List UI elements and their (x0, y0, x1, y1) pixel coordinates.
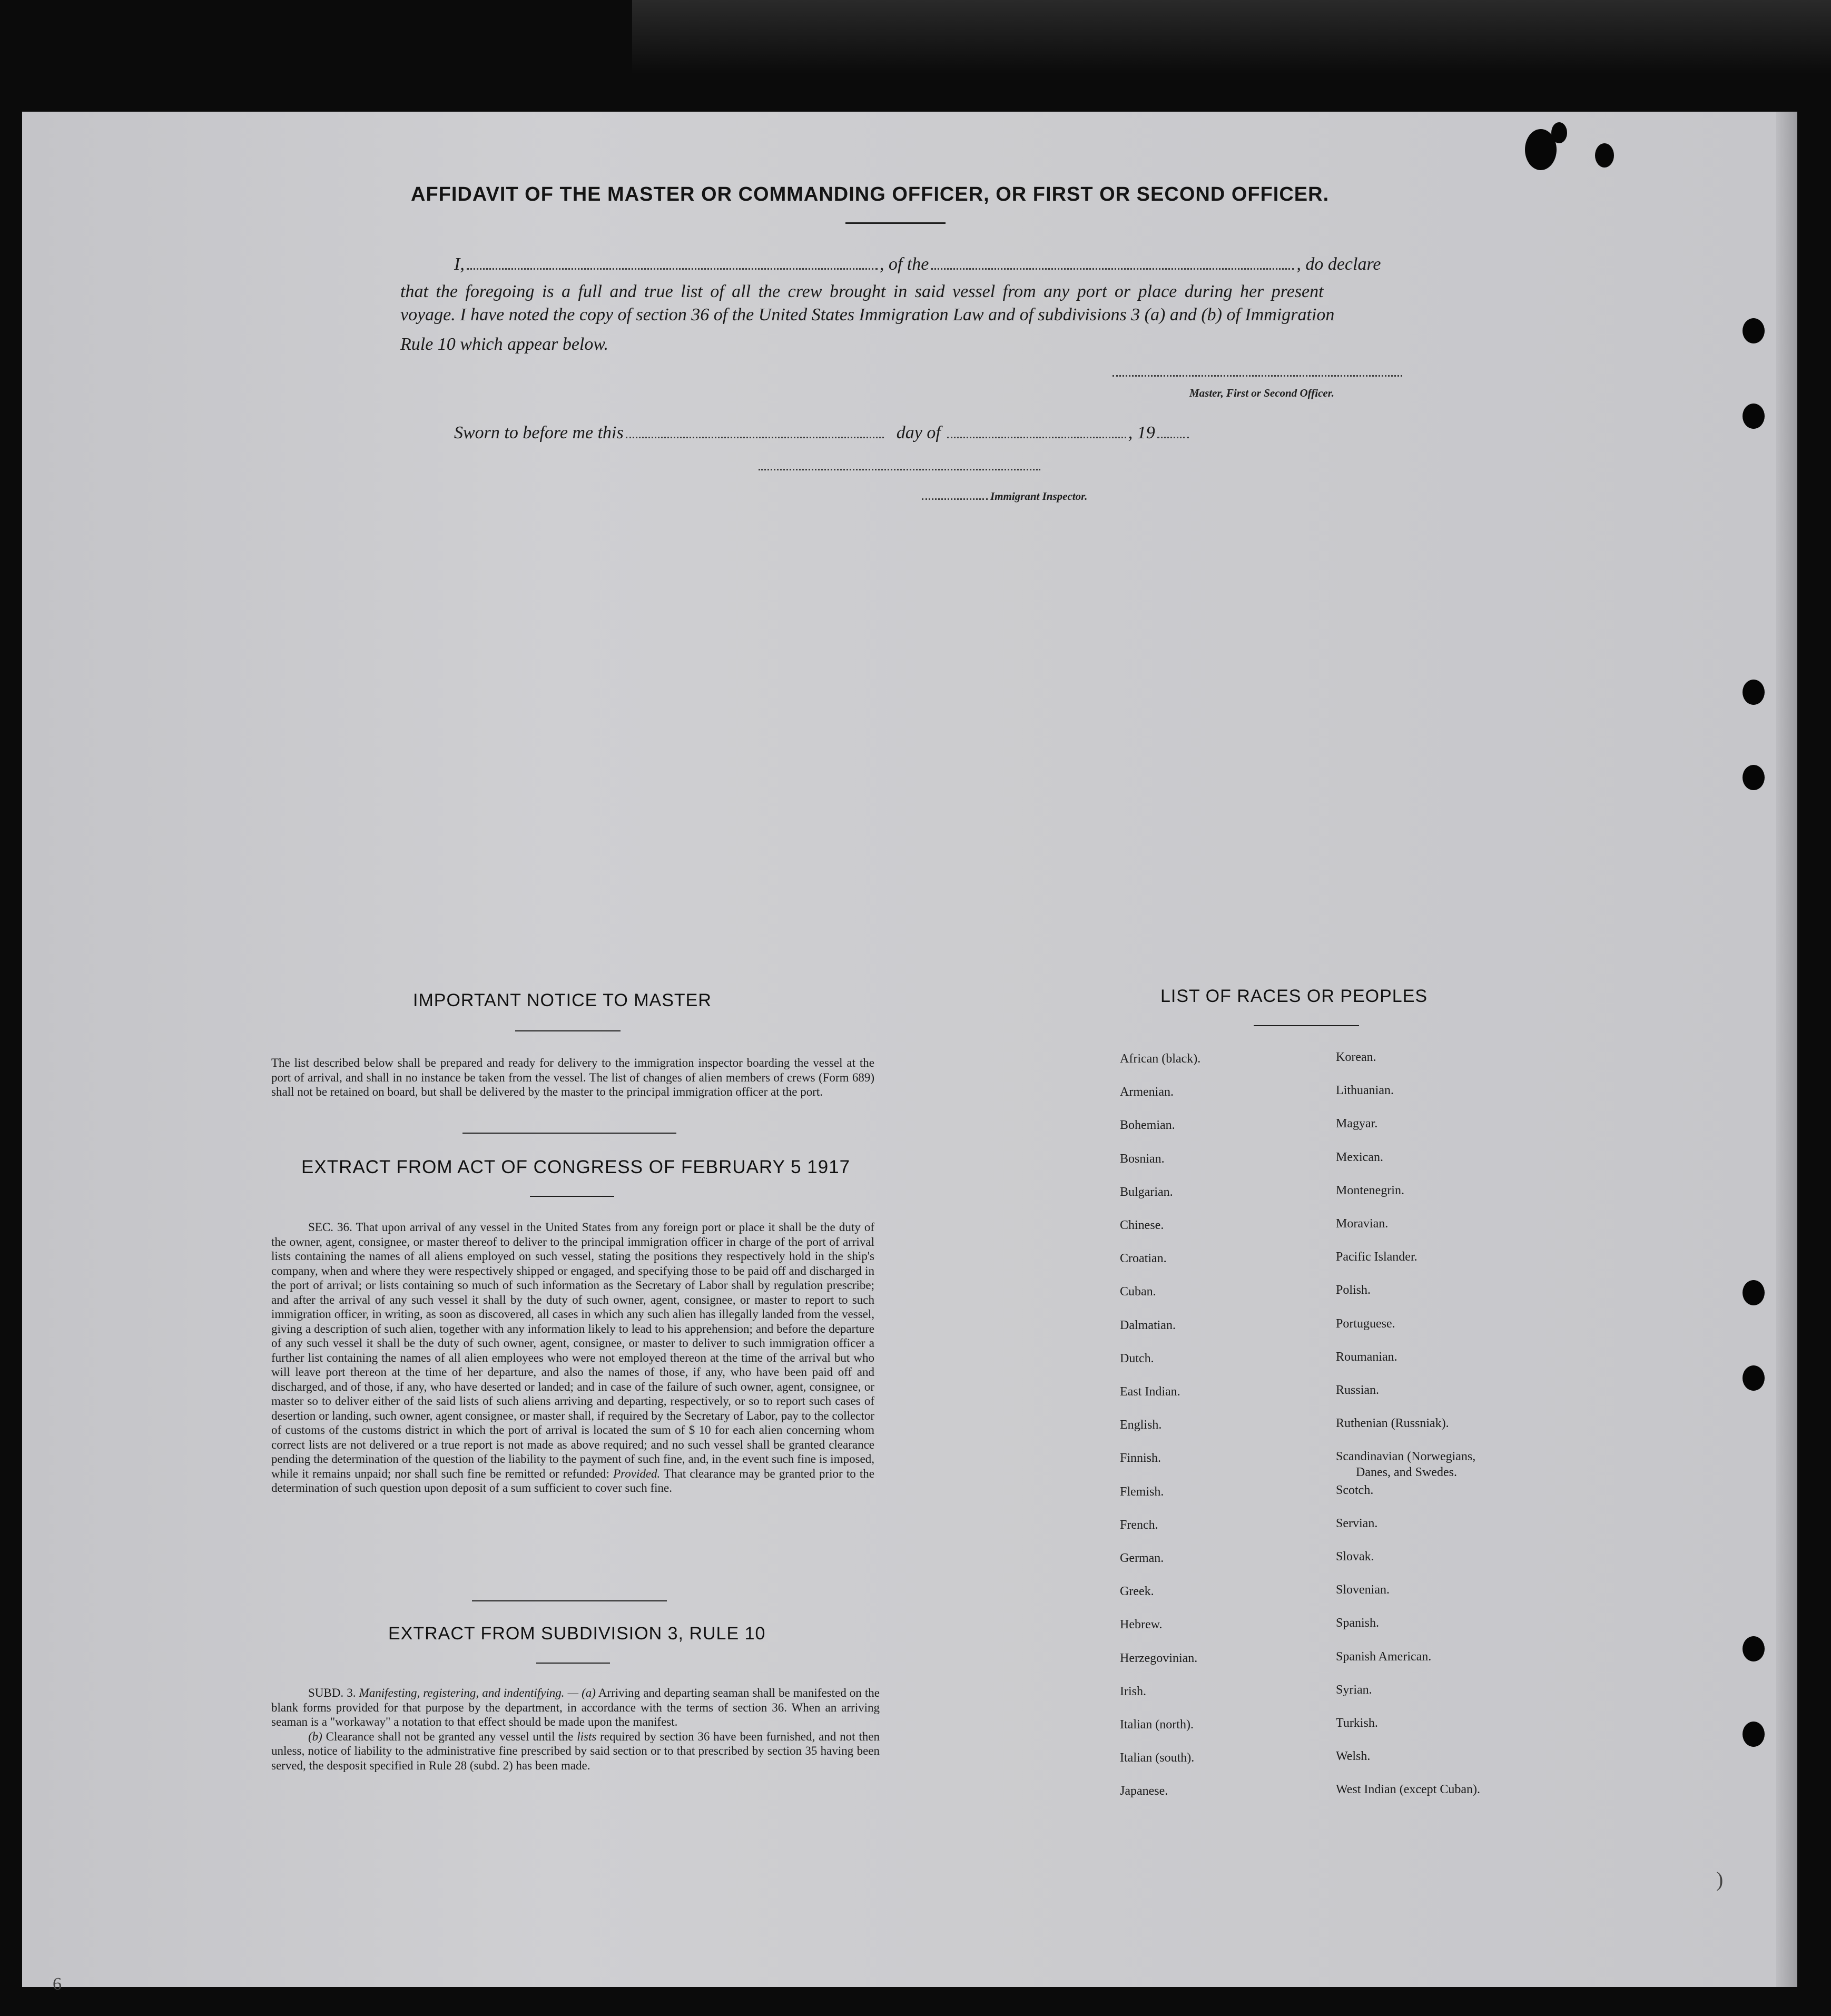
race-item: Dutch. (1120, 1351, 1154, 1365)
race-item: Moravian. (1336, 1217, 1389, 1231)
race-item: Cuban. (1120, 1285, 1156, 1299)
section-divider (462, 1133, 676, 1134)
year-prefix: , 19 (1128, 423, 1155, 442)
title-underline (845, 222, 946, 224)
race-item: French. (1120, 1518, 1158, 1532)
race-item: African (black). (1120, 1052, 1201, 1066)
notice-text: The list described below shall be prepared and ready for delivery to the immigration inspector boarding the vessel at the port of arrival, and shall in no instance be taken from the vessel. The list of changes of alien members of crews (Form 689) shall not be retained on board, but shall be delivered by the master to the principal immigration officer at the port. (271, 1056, 874, 1098)
notice-underline (515, 1030, 621, 1031)
race-item: Korean. (1336, 1050, 1376, 1064)
act-text (271, 1220, 874, 1496)
race-item: Scandinavian (Norwegians, (1336, 1450, 1476, 1464)
subd-b-text-2: required by section 36 have been furnished, and not then unless, notice of liability to the administrative fine prescribed by said section or to that prescribed by section 35 having been served, the desposit specified in Rule 28 (subd. 2) has been made. (271, 1729, 880, 1772)
race-item: Polish. (1336, 1283, 1371, 1297)
declarant-name-field[interactable] (467, 253, 878, 270)
act-body-end: That clearance may be granted prior to the determination of such question upon deposit of a sum sufficient to cover such fine. (271, 1467, 874, 1494)
race-item: Hebrew. (1120, 1618, 1163, 1632)
declaration-line-2: that the foregoing is a full and true list of all the crew brought in said vessel from any port or place during her present (400, 282, 1324, 301)
act-underline (530, 1196, 614, 1197)
sworn-line (454, 421, 1191, 445)
race-item: East Indian. (1120, 1385, 1180, 1399)
race-item: Italian (north). (1120, 1718, 1194, 1732)
race-item: Dalmatian. (1120, 1318, 1176, 1332)
rule-title: EXTRACT FROM SUBDIVISION 3, RULE 10 (388, 1624, 766, 1644)
rule-underline (536, 1663, 610, 1664)
race-item: Ruthenian (Russniak). (1336, 1417, 1449, 1431)
background-edge (632, 0, 1831, 74)
affidavit-title: AFFIDAVIT OF THE MASTER OR COMMANDING OFFICER, OR FIRST OR SECOND OFFICER. (411, 183, 1330, 205)
race-item: Irish. (1120, 1684, 1146, 1698)
race-item: Flemish. (1120, 1484, 1164, 1499)
sworn-date-field[interactable] (626, 422, 884, 438)
binder-hole (1743, 1636, 1765, 1661)
inspector-caption: Immigrant Inspector. (990, 490, 1088, 503)
race-item: Japanese. (1120, 1784, 1168, 1798)
race-item: Lithuanian. (1336, 1084, 1394, 1098)
race-item: Russian. (1336, 1383, 1380, 1397)
subd-a-label: — (a) (567, 1686, 596, 1699)
declaration-line-1 (454, 253, 1381, 276)
race-item: Turkish. (1336, 1716, 1378, 1730)
act-title: EXTRACT FROM ACT OF CONGRESS OF FEBRUARY 5 1917 (301, 1157, 851, 1177)
subd-b-label: (b) (308, 1729, 322, 1743)
race-item: Magyar. (1336, 1117, 1378, 1131)
binder-hole (1743, 1365, 1765, 1391)
section-divider (472, 1600, 667, 1601)
race-item: German. (1120, 1551, 1164, 1565)
race-item: Servian. (1336, 1516, 1378, 1530)
binder-hole (1743, 1722, 1765, 1747)
ink-blot (1551, 122, 1567, 143)
race-item: Armenian. (1120, 1085, 1174, 1099)
race-item: Bulgarian. (1120, 1185, 1173, 1199)
race-item: Danes, and Swedes. (1356, 1466, 1457, 1480)
race-item: Herzegovinian. (1120, 1651, 1198, 1665)
binder-hole (1743, 1280, 1765, 1305)
race-item: Mexican. (1336, 1150, 1383, 1164)
declarant-prefix: I, (454, 254, 465, 274)
sworn-prefix: Sworn to before me this (454, 423, 624, 442)
race-item: Finnish. (1120, 1451, 1161, 1466)
binder-hole (1743, 404, 1765, 429)
declare-text: , do declare (1296, 254, 1381, 274)
race-item: West Indian (except Cuban). (1336, 1783, 1480, 1797)
race-item: Spanish American. (1336, 1649, 1432, 1664)
binder-hole (1743, 318, 1765, 343)
notice-title: IMPORTANT NOTICE TO MASTER (413, 990, 712, 1010)
master-caption: Master, First or Second Officer. (1189, 387, 1334, 399)
race-item: Italian (south). (1120, 1751, 1195, 1765)
vessel-prefix: , of the (879, 254, 929, 274)
binder-hole (1743, 765, 1765, 790)
race-item: Montenegrin. (1336, 1183, 1404, 1197)
race-item: Greek. (1120, 1585, 1154, 1599)
race-item: Slovenian. (1336, 1583, 1390, 1597)
race-item: Croatian. (1120, 1252, 1167, 1266)
race-item: Welsh. (1336, 1749, 1371, 1764)
race-item: Spanish. (1336, 1616, 1380, 1630)
subd-heading: Manifesting, registering, and indentifying. (359, 1686, 565, 1699)
race-item: Bohemian. (1120, 1118, 1175, 1133)
declaration-line-3: voyage. I have noted the copy of section 36 of the United States Immigration Law and of subdivisions 3 (a) and (b) of Immigration (400, 305, 1335, 324)
sworn-year-field[interactable] (1157, 422, 1189, 438)
races-title: LIST OF RACES OR PEOPLES (1160, 986, 1428, 1006)
day-of-label: day of (896, 423, 941, 442)
inspector-caption-leader (922, 498, 988, 500)
races-underline (1254, 1025, 1359, 1026)
pencil-mark: 6 (53, 1974, 62, 1994)
vessel-name-field[interactable] (931, 253, 1294, 270)
race-item: Pacific Islander. (1336, 1250, 1417, 1264)
master-signature-field[interactable] (1113, 375, 1402, 377)
race-item: Portuguese. (1336, 1316, 1395, 1331)
page-edge-shadow (1776, 112, 1797, 1987)
ink-blot (1595, 143, 1614, 168)
subd-b-text-1: Clearance shall not be granted any vessel until the (326, 1729, 574, 1743)
binder-hole (1743, 680, 1765, 705)
race-item: Bosnian. (1120, 1152, 1165, 1166)
rule-text (271, 1686, 880, 1773)
declaration-line-4: Rule 10 which appear below. (400, 335, 609, 354)
subd-label: SUBD. 3. (308, 1686, 356, 1699)
race-item: Roumanian. (1336, 1350, 1397, 1364)
pencil-mark: ) (1716, 1867, 1724, 1891)
race-item: Slovak. (1336, 1550, 1374, 1563)
race-item: English. (1120, 1418, 1162, 1432)
act-provided: Provided. (613, 1467, 661, 1480)
act-body: SEC. 36. That upon arrival of any vessel in the United States from any foreign port or place it shall be the duty of the owner, agent, consignee, or master thereof to deliver to the principal immigration officer in charge of the port of arrival lists containing the names of all aliens employed on such vessel, stating the positions they respectively hold in the ship's company, when and where they were respectively shipped or engaged, and specifying those to be paid off and discharged in the port of arrival; or lists containing so much of such information as the Secretary of Labor shall by regulation prescribe; and after the arrival of any such vessel it shall by the duty of such owner, agent, consignee, or master to report to such immigration officer, in writing, as soon as discovered, all cases in which any such alien has illegally landed from the vessel, giving a description of such alien, together with any information likely to lead to his apprehension; and before the departure of any such vessel it shall be the duty of such owner, agent, consignee, or master to deliver to such immigration officer a further list containing the names of all alien employees who were not employed thereon at the time of the arrival but who will leave port thereon at the time of her departure, and also the names of those, if any, who have been paid off and discharged, and of those, if any, who have deserted or landed; and in case of the failure of such owner, agent, consignee, or master so to deliver either of the said lists of such aliens arriving and departing, respectively, or so to report such cases of desertion or landing, such owner, agent consignee, or master shall, if required by the Secretary of Labor, pay to the collector of customs of the customs district in which the port of arrival is located the sum of $ 10 for each alien concerning whom correct lists are not delivered or a true report is not made as above required; and no such vessel shall be granted clearance pending the determination of the question of the liability to the payment of such fine, and, in the event such fine is imposed, while it remains unpaid; nor shall such fine be remitted or refunded: (271, 1221, 874, 1480)
race-item: Syrian. (1336, 1683, 1372, 1697)
race-item: Scotch. (1336, 1483, 1374, 1497)
inspector-signature-field[interactable] (759, 469, 1040, 470)
subd-b-lists: lists (577, 1729, 597, 1743)
race-item: Chinese. (1120, 1218, 1164, 1232)
subd-a-text: Arriving and departing seaman shall be manifested on the blank forms provided for that purpose by the department, in accordance with the terms of section 36. When an arriving seaman is a "workaway" a notation to that effect should be made upon the manifest. (271, 1686, 880, 1728)
sworn-month-field[interactable] (947, 422, 1126, 438)
